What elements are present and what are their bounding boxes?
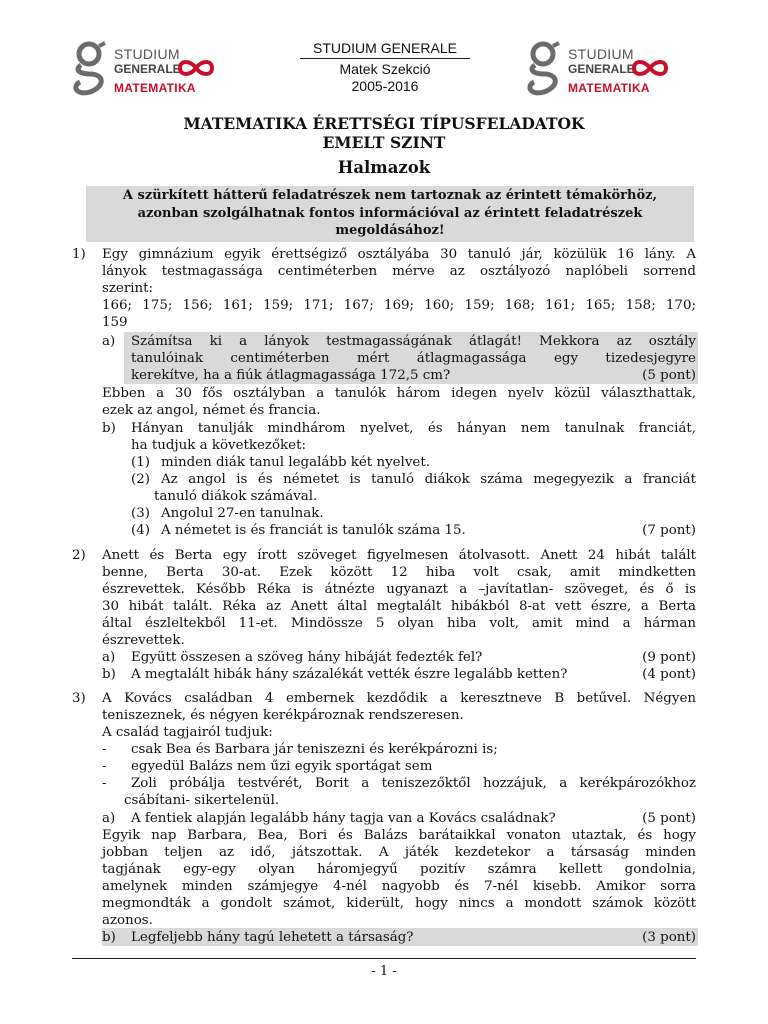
page-header (72, 38, 696, 98)
problem-text-line: lányok testmagassága centiméterben mérve az osztályozó naplóbeli sorrend (102, 264, 696, 279)
problem-text-line: Egyik nap Barbara, Bea, Bori és Balázs barátaikkal vonaton utaztak, és hogy (102, 828, 696, 843)
condition-text: Angolul 27-en tanulnak. (161, 506, 324, 521)
problem-text-line: Ebben a 30 fős osztályban a tanulók három idegen nyelv közül választhattak, (102, 386, 696, 401)
notice-line: A szürkített hátterű feladatrészek nem tartoznak az érintett témakörhöz, (122, 188, 658, 203)
problem-number: 2) (72, 548, 86, 563)
condition-number: (1) (131, 455, 150, 470)
subtask-text-line: ha tudjuk a következőket: (131, 438, 306, 453)
list-dash: - (102, 742, 107, 757)
list-item: egyedül Balázs nem űzi egyik sportágat sem (131, 759, 433, 774)
list-dash: - (102, 759, 107, 774)
logo-text-studium: STUDIUM (568, 46, 634, 62)
logo-text-matematika: MATEMATIKA (114, 81, 196, 95)
subtask-text-line: Hányan tanulják mindhárom nyelvet, és hányan nem tanulnak franciát, (131, 421, 696, 436)
subtask-label: b) (102, 667, 116, 682)
notice-line: azonban szolgálhatnak fontos információval az érintett feladatrészek (137, 205, 643, 221)
problem-number: 1) (72, 247, 86, 262)
condition-text: tanuló diákok számával. (154, 489, 318, 504)
points-badge: (9 pont) (642, 650, 696, 665)
subtask-text-line: tanulóinak centiméterben mért átlagmagassága egy tizedesjegyre (131, 351, 696, 366)
problem-text-line: 30 hibát talált. Réka az Anett által megtalált hibákból 8-at vett észre, a Berta (102, 599, 696, 614)
height-data-line: 159 (102, 315, 128, 330)
logo-text-matematika: MATEMATIKA (568, 81, 650, 95)
subtask-label: a) (102, 334, 116, 349)
logo-text-generale: GENERALE (568, 62, 635, 76)
condition-number: (3) (131, 506, 150, 521)
footer-divider (72, 958, 696, 959)
points-badge: (7 pont) (642, 523, 696, 538)
height-data-line: 166; 175; 156; 161; 159; 171; 167; 169; 160; 159; 168; 161; 165; 158; 170; (102, 298, 696, 313)
logo-text-generale: GENERALE (114, 62, 181, 76)
problem-text-line: teniszeznek, és négyen kerékpároznak rendszeresen. (102, 708, 464, 723)
notice-line: megoldásához! (335, 223, 445, 238)
infinity-icon (630, 58, 670, 78)
problem-text-line: észrevettek. Később Réka is átnézte ugyanazt a –javítatlan- szöveget, és ő is (102, 582, 696, 597)
points-badge: (4 pont) (642, 667, 696, 682)
list-item: csábítani- sikertelenül. (124, 793, 280, 808)
condition-number: (4) (131, 523, 150, 538)
infinity-icon (176, 58, 216, 78)
g-letter-logo-icon (72, 40, 108, 98)
condition-number: (2) (131, 472, 150, 487)
document-level: EMELT SZINT (322, 133, 446, 152)
document-title: MATEMATIKA ÉRETTSÉGI TÍPUSFELADATOK (183, 114, 585, 133)
list-item: csak Bea és Barbara jár teniszezni és kerékpározni is; (131, 742, 498, 757)
problem-text-line: által észleltekből 11-et. Mindössze 5 olyan hiba volt, amit mind a hárman (102, 616, 696, 631)
list-dash: - (102, 776, 107, 791)
condition-text: Az angol is és németet is tanuló diákok száma megegyezik a franciát (161, 472, 696, 487)
header-org-name: STUDIUM GENERALE (300, 40, 470, 59)
subtask-text-line: kerekítve, ha a fiúk átlagmagassága 172,5 cm? (131, 368, 451, 383)
problem-text-line: tagjának egy-egy olyan háromjegyű pozitív számra kellett gondolnia, (102, 862, 696, 877)
g-letter-logo-icon (526, 40, 562, 98)
problem-text-line: észrevettek. (102, 633, 185, 648)
problem-text-line: A család tagjairól tudjuk: (102, 725, 273, 740)
problem-text-line: jobban teljen az idő, játszottak. A játék kezdetekor a társaság minden (102, 845, 696, 860)
problem-text-line: Egy gimnázium egyik érettségiző osztályába 30 tanuló jár, közülük 16 lány. A (102, 247, 696, 262)
problem-number: 3) (72, 691, 86, 706)
page-number: - 1 - (371, 964, 397, 979)
points-badge: (5 pont) (642, 368, 696, 383)
subtask-label: b) (102, 421, 116, 436)
subtask-text-line: A megtalált hibák hány százalékát vették észre legalább ketten? (131, 667, 568, 682)
problem-text-line: azonos. (102, 913, 153, 928)
subtask-text-line: A fentiek alapján legalább hány tagja van a Kovács családnak? (131, 811, 556, 826)
problem-text-line: ezek az angol, német és francia. (102, 403, 321, 418)
subtask-label: a) (102, 811, 116, 826)
studium-generale-logo-right (526, 40, 686, 98)
subtask-text-line: Legfeljebb hány tagú lehetett a társaság? (131, 930, 414, 945)
list-item: Zoli próbálja testvérét, Borit a teniszezőktől hozzájuk, a kerékpározókhoz (131, 776, 696, 791)
problem-text-line: A Kovács családban 4 embernek kezdődik a keresztneve B betűvel. Négyen (102, 691, 696, 706)
condition-text: A németet is és franciát is tanulók száma 15. (161, 523, 466, 538)
points-badge: (5 pont) (642, 811, 696, 826)
problem-text-line: megmondták a gondolt számot, kiderült, hogy nincs a mondott számok között (102, 896, 696, 911)
header-center-block (300, 40, 470, 94)
gray-notice-box (86, 186, 694, 242)
header-years: 2005-2016 (351, 78, 419, 94)
header-section-name: Matek Szekció (339, 61, 431, 77)
subtask-label: a) (102, 650, 116, 665)
studium-generale-logo-left (72, 40, 232, 98)
subtask-label: b) (102, 930, 116, 945)
problem-text-line: benne, Berta 30-at. Ezek között 12 hiba volt csak, amit mindketten (102, 565, 696, 580)
points-badge: (3 pont) (642, 930, 696, 945)
condition-text: minden diák tanul legalább két nyelvet. (161, 455, 430, 470)
subtask-text-line: Együtt összesen a szöveg hány hibáját fedezték fel? (131, 650, 483, 665)
document-topic: Halmazok (337, 158, 431, 177)
subtask-text-line: Számítsa ki a lányok testmagasságának átlagát! Mekkora az osztály (131, 334, 696, 349)
problem-text-line: szerint: (102, 281, 154, 296)
problem-text-line: amelynek minden számjegye 4-nél nagyobb és 7-nél kisebb. Amikor sorra (102, 879, 696, 894)
problem-text-line: Anett és Berta egy írott szöveget figyelmesen átolvasott. Anett 24 hibát talált (102, 548, 696, 563)
logo-text-studium: STUDIUM (114, 46, 180, 62)
